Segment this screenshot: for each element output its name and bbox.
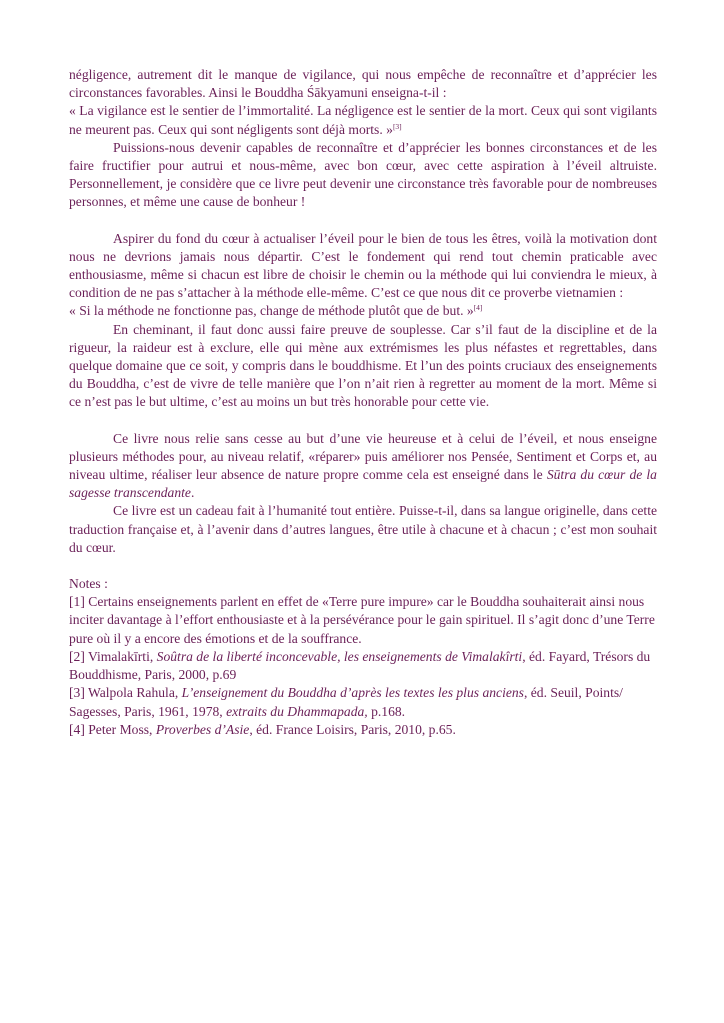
paragraph-6: Ce livre est un cadeau fait à l’humanité tout entière. Puisse-t-il, dans sa langue originelle, dans cette traduction française et, à l’avenir dans d’autres langues, être utile à chacune et à chacun ; c’est mon souhait du cœur.: [69, 503, 657, 555]
note-2-author: [2] Vimalakīrti,: [69, 648, 157, 664]
quote-vigilance-text: « La vigilance est le sentier de l’immortalité. La négligence est le sentier de la mort. Ceux qui sont vigilants ne meurent pas. Ceux qui sont négligents sont déjà morts. »: [69, 103, 657, 137]
paragraph-2: Puissions-nous devenir capables de reconnaître et d’apprécier les bonnes circonstances et de les faire fructifier pour autrui et nous-même, avec bon cœur, avec cette aspiration à l’éveil altruiste. Personnellement, je considère que ce livre peut devenir une circonstance très favorable pour de nombreuses personnes, et même une cause de bonheur !: [69, 139, 657, 210]
paragraph-5-end: .: [190, 485, 195, 501]
notes-heading: Notes :: [69, 576, 108, 592]
note-3-publisher: , éd. Seuil, Points/ Sagesses, Paris, 1961, 1978,: [69, 685, 623, 719]
paragraph-gap: [69, 212, 657, 230]
note-3-extract-title: extraits du Dhammapada,: [226, 703, 368, 719]
note-4-author: [4] Peter Moss,: [69, 721, 156, 737]
paragraph-5: [69, 430, 657, 503]
note-3-page: p.168.: [367, 703, 406, 719]
paragraph-5-text: Ce livre nous relie sans cesse au but d’une vie heureuse et à celui de l’éveil, et nous enseigne plusieurs méthodes pour, au niveau relatif, «réparer» puis améliorer nos Pensée, Sentiment et Corps et, au niveau ultime, réaliser leur absence de nature propre comme cela est enseigné dans le: [69, 430, 657, 483]
footnote-ref-4[interactable]: [4]: [473, 303, 483, 313]
note-2: [69, 648, 657, 684]
sutra-title: Sūtra du cœur de la sagesse transcendante: [69, 467, 657, 501]
notes-section: [69, 575, 657, 739]
note-4: [69, 721, 657, 739]
document-page: [69, 66, 657, 739]
quote-vigilance: [69, 102, 657, 138]
paragraph-3: Aspirer du fond du cœur à actualiser l’éveil pour le bien de tous les êtres, voilà la motivation dont nous ne devrions jamais nous départir. C’est le fondement qui rend tout chemin praticable avec enthousiasme, même si chacun est libre de choisir le chemin ou la méthode qui lui conviendra le mieux, à condition de ne pas s’attacher à la méthode elle-même. C’est ce que nous dit ce proverbe vietnamien :: [69, 230, 657, 301]
paragraph-gap: [69, 557, 657, 575]
note-2-title: Soûtra de la liberté inconcevable, les enseignements de Vimalakîrti: [156, 648, 523, 664]
note-4-publisher: , éd. France Loisirs, Paris, 2010, p.65.: [249, 721, 456, 737]
footnote-ref-3[interactable]: [3]: [392, 121, 402, 131]
quote-proverb-text: « Si la méthode ne fonctionne pas, change de méthode plutôt que de but. »: [69, 303, 474, 319]
quote-proverb: [69, 302, 657, 320]
note-2-publisher: , éd. Fayard, Trésors du Bouddhisme, Paris, 2000, p.69: [69, 648, 651, 683]
note-3-title: L’enseignement du Bouddha d’après les textes les plus anciens: [181, 685, 524, 701]
note-3: [69, 684, 657, 720]
note-3-author: [3] Walpola Rahula,: [69, 685, 182, 701]
note-1: [1] Certains enseignements parlent en effet de «Terre pure impure» car le Bouddha souhaiterait ainsi nous inciter davantage à l’effort enthousiaste et à la persévérance pour le gain spirituel. Il s’agit donc d’une Terre pure où il y a encore des émotions et de la souffrance.: [69, 594, 655, 646]
note-4-title: Proverbes d’Asie: [155, 721, 250, 737]
paragraph-1: négligence, autrement dit le manque de vigilance, qui nous empêche de reconnaître et d’apprécier les circonstances favorables. Ainsi le Bouddha Śākyamuni enseigna-t-il :: [69, 67, 657, 101]
paragraph-gap: [69, 412, 657, 430]
paragraph-4: En cheminant, il faut donc aussi faire preuve de souplesse. Car s’il faut de la discipline et de la rigueur, la raideur est à exclure, elle qui mène aux extrémismes les plus néfastes et regrettables, dans quelque domaine que ce soit, y compris dans le bouddhisme. Et l’un des points cruciaux des enseignements du Bouddha, c’est de vivre de telle manière que l’on n’ait rien à regretter au moment de la mort. Même si ce n’est pas le but ultime, c’est au moins un but très honorable pour cette vie.: [69, 321, 657, 410]
